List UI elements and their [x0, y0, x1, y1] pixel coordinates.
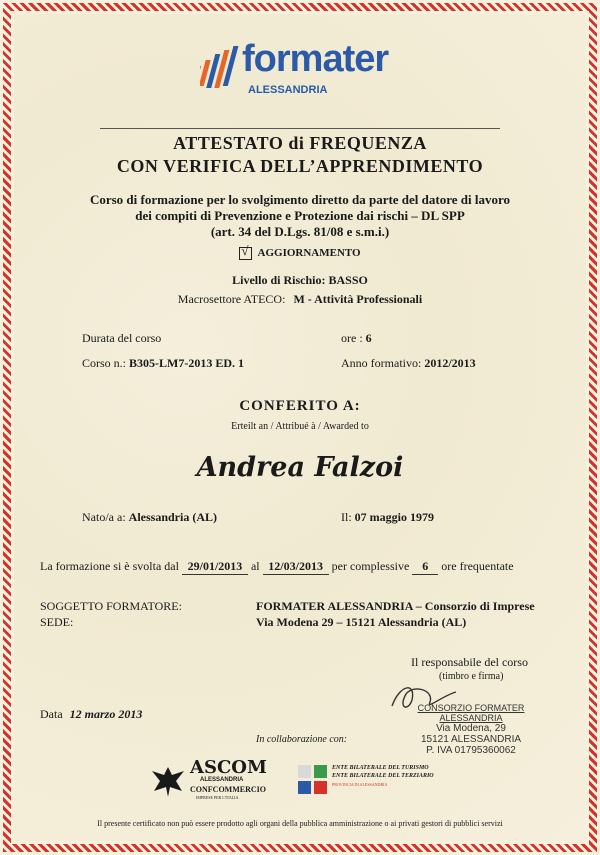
training-to: 12/03/2013: [263, 559, 329, 575]
recipient-name: Andrea Falzoi: [196, 452, 404, 483]
training-from: 29/01/2013: [182, 559, 248, 575]
date-row: Data 12 marzo 2013: [40, 707, 143, 721]
training-row: La formazione si è svolta dal 29/01/2013 al 12/03/2013 per complessive 6 ore frequentate: [40, 559, 514, 573]
logo-sub: ALESSANDRIA: [248, 84, 328, 96]
title-line1: ATTESTATO di FREQUENZA: [173, 133, 427, 153]
logo-name: formater: [242, 38, 389, 80]
anno-row: Anno formativo: 2012/2013: [341, 356, 476, 370]
formater-logo-icon: [200, 44, 244, 94]
birth-date: 07 maggio 1979: [354, 510, 435, 524]
collab-label: In collaborazione con:: [256, 734, 348, 745]
stamp-line1: CONSORZIO FORMATER ALESSANDRIA: [417, 703, 525, 723]
birth-place: Alessandria (AL): [128, 510, 217, 524]
conferito-sub: Erteilt an / Attribué à / Awarded to: [231, 421, 369, 432]
duration-value: ore : 6: [341, 331, 372, 345]
risk-value: BASSO: [328, 273, 368, 287]
training-hours: 6: [412, 559, 438, 575]
ascom-sub2: CONFCOMMERCIO: [190, 785, 266, 794]
responsabile-sub: (timbro e firma): [439, 671, 504, 682]
ente-icon: [298, 765, 328, 795]
birth-place-row: Nato/a a: Alessandria (AL): [82, 510, 217, 524]
responsabile-title: Il responsabile del corso: [411, 655, 528, 669]
anno-value: 2012/2013: [424, 356, 476, 370]
footer-note: Il presente certificato non può essere prodotto agli organi della pubblica amministrazione o ai privati gestori di pubblici servizi: [97, 819, 503, 828]
course-line1: Corso di formazione per lo svolgimento diretto da parte del datore di lavoro: [89, 192, 511, 207]
title-line2: CON VERIFICA DELL’APPRENDIMENTO: [116, 156, 484, 176]
stamp-line4: P. IVA 01795360062: [426, 745, 516, 756]
ascom-logo: [150, 757, 280, 803]
ascom-sub3: IMPRESE PER L'ITALIA: [196, 795, 239, 800]
duration-label: Durata del corso: [82, 331, 162, 345]
ateco-row: [0, 290, 600, 308]
stamp: [386, 703, 556, 756]
eagle-icon: [150, 763, 186, 799]
risk-row: [0, 273, 600, 288]
corso-value: B305-LM7-2013 ED. 1: [129, 356, 245, 370]
stamp-line2: Via Modena, 29: [436, 723, 506, 734]
conferito-label: CONFERITO A:: [239, 398, 361, 414]
update-row: [0, 243, 600, 260]
checkbox-icon: √: [239, 247, 252, 260]
soggetto-label: SOGGETTO FORMATORE:: [40, 599, 182, 613]
ascom-sub1: ALESSANDRIA: [200, 777, 244, 783]
ente-bilaterale-logo: [298, 763, 438, 797]
corso-row: Corso n.: B305-LM7-2013 ED. 1: [82, 356, 245, 370]
birth-date-row: Il: 07 maggio 1979: [341, 510, 435, 524]
ente-line2: ENTE BILATERALE DEL TERZIARIO: [332, 773, 434, 779]
date-value: 12 marzo 2013: [69, 707, 143, 721]
update-label: AGGIORNAMENTO: [257, 247, 361, 260]
divider-top: [100, 128, 500, 129]
ateco-label: Macrosettore ATECO:: [177, 292, 286, 306]
risk-label: Livello di Rischio:: [232, 273, 326, 287]
sede-value: Via Modena 29 – 15121 Alessandria (AL): [256, 615, 467, 629]
formater-logo: [196, 38, 406, 102]
course-line2: dei compiti di Prevenzione e Protezione dai rischi – DL SPP: [135, 208, 465, 223]
ente-line1: ENTE BILATERALE DEL TURISMO: [332, 765, 429, 771]
ente-line3: PROVINCIA DI ALESSANDRIA: [332, 782, 388, 787]
stamp-line3: 15121 ALESSANDRIA: [420, 734, 522, 745]
soggetto-value: FORMATER ALESSANDRIA – Consorzio di Imprese: [256, 599, 535, 613]
sede-label: SEDE:: [40, 615, 74, 629]
course-line3: (art. 34 del D.Lgs. 81/08 e s.m.i.): [210, 224, 390, 239]
ateco-value: M - Attività Professionali: [293, 292, 423, 306]
ascom-name: ASCOM: [190, 757, 267, 778]
